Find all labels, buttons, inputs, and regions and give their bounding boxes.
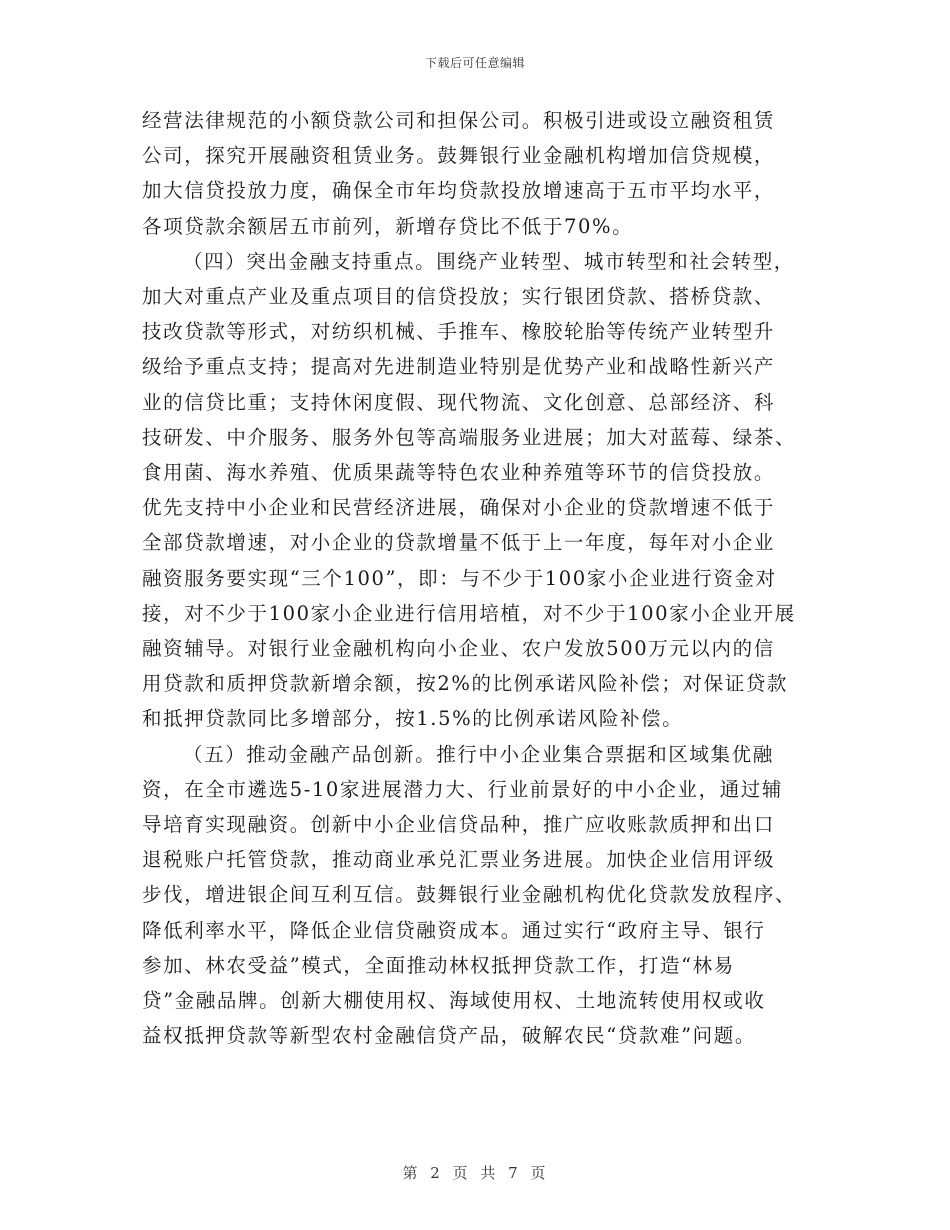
- text-line: 各项贷款余额居五市前列，新增存贷比不低于70%。: [142, 214, 634, 238]
- text-line: 经营法律规范的小额贷款公司和担保公司。积极引进或设立融资租赁: [142, 109, 776, 132]
- text-line: 步伐，增进银企间互利互信。鼓舞银行业金融机构优化贷款发放程序、: [142, 883, 797, 907]
- text-line: 技改贷款等形式，对纺织机械、手推车、橡胶轮胎等传统产业转型升: [142, 320, 776, 344]
- text-line: 融资辅导。对银行业金融机构向小企业、农户发放500万元以内的信: [142, 637, 775, 661]
- text-line: 降低利率水平，降低企业信贷融资成本。通过实行“政府主导、银行: [142, 918, 766, 942]
- section-4-heading-line: （四）突出金融支持重点。围绕产业转型、城市转型和社会转型，: [183, 249, 795, 273]
- section-5-heading-line: （五）推动金融产品创新。推行中小企业集合票据和区域集优融: [183, 742, 774, 766]
- text-line: 食用菌、海水养殖、优质果蔬等特色农业种养殖等环节的信贷投放。: [142, 461, 776, 485]
- text-line: 公司，探究开展融资租赁业务。鼓舞银行业金融机构增加信贷规模，: [142, 144, 776, 168]
- text-line: 融资服务要实现“三个100”，即：与不少于100家小企业进行资金对: [142, 566, 777, 590]
- text-line: 退税账户托管贷款，推动商业承兑汇票业务进展。加快企业信用评级: [142, 848, 776, 872]
- text-line: 技研发、中介服务、服务外包等高端服务业进展；加大对蓝莓、绿茶、: [142, 425, 797, 449]
- text-line: 接，对不少于100家小企业进行信用培植，对不少于100家小企业开展: [142, 601, 796, 625]
- text-line: 业的信贷比重；支持休闲度假、现代物流、文化创意、总部经济、科: [142, 390, 776, 414]
- text-line: 资，在全市遴选5-10家进展潜力大、行业前景好的中小企业，通过辅: [142, 777, 784, 801]
- text-line: 加大信贷投放力度，确保全市年均贷款投放增速高于五市平均水平，: [142, 179, 776, 203]
- document-body: [142, 103, 822, 1053]
- header-note: 下载后可任意编辑: [424, 56, 525, 70]
- page-number: 第 2 页 共 7 页: [402, 1164, 548, 1182]
- text-line: 参加、林农受益”模式，全面推动林权抵押贷款工作，打造“林易: [142, 953, 735, 977]
- text-line: 优先支持中小企业和民营经济进展，确保对小企业的贷款增速不低于: [142, 496, 776, 520]
- text-line: 贷”金融品牌。创新大棚使用权、海域使用权、土地流转使用权或收: [142, 989, 766, 1013]
- text-line: 级给予重点支持；提高对先进制造业特别是优势产业和战略性新兴产: [142, 355, 776, 379]
- text-line: 用贷款和质押贷款新增余额，按2%的比例承诺风险补偿；对保证贷款: [142, 672, 789, 696]
- text-line: 加大对重点产业及重点项目的信贷投放；实行银团贷款、搭桥贷款、: [142, 285, 776, 309]
- text-line: 导培育实现融资。创新中小企业信贷品种，推广应收账款质押和出口: [142, 813, 776, 837]
- text-line: 益权抵押贷款等新型农村金融信贷产品，破解农民“贷款难”问题。: [142, 1024, 756, 1048]
- text-line: 全部贷款增速，对小企业的贷款增量不低于上一年度，每年对小企业: [142, 531, 776, 555]
- text-line: 和抵押贷款同比多增部分，按1.5%的比例承诺风险补偿。: [142, 707, 684, 731]
